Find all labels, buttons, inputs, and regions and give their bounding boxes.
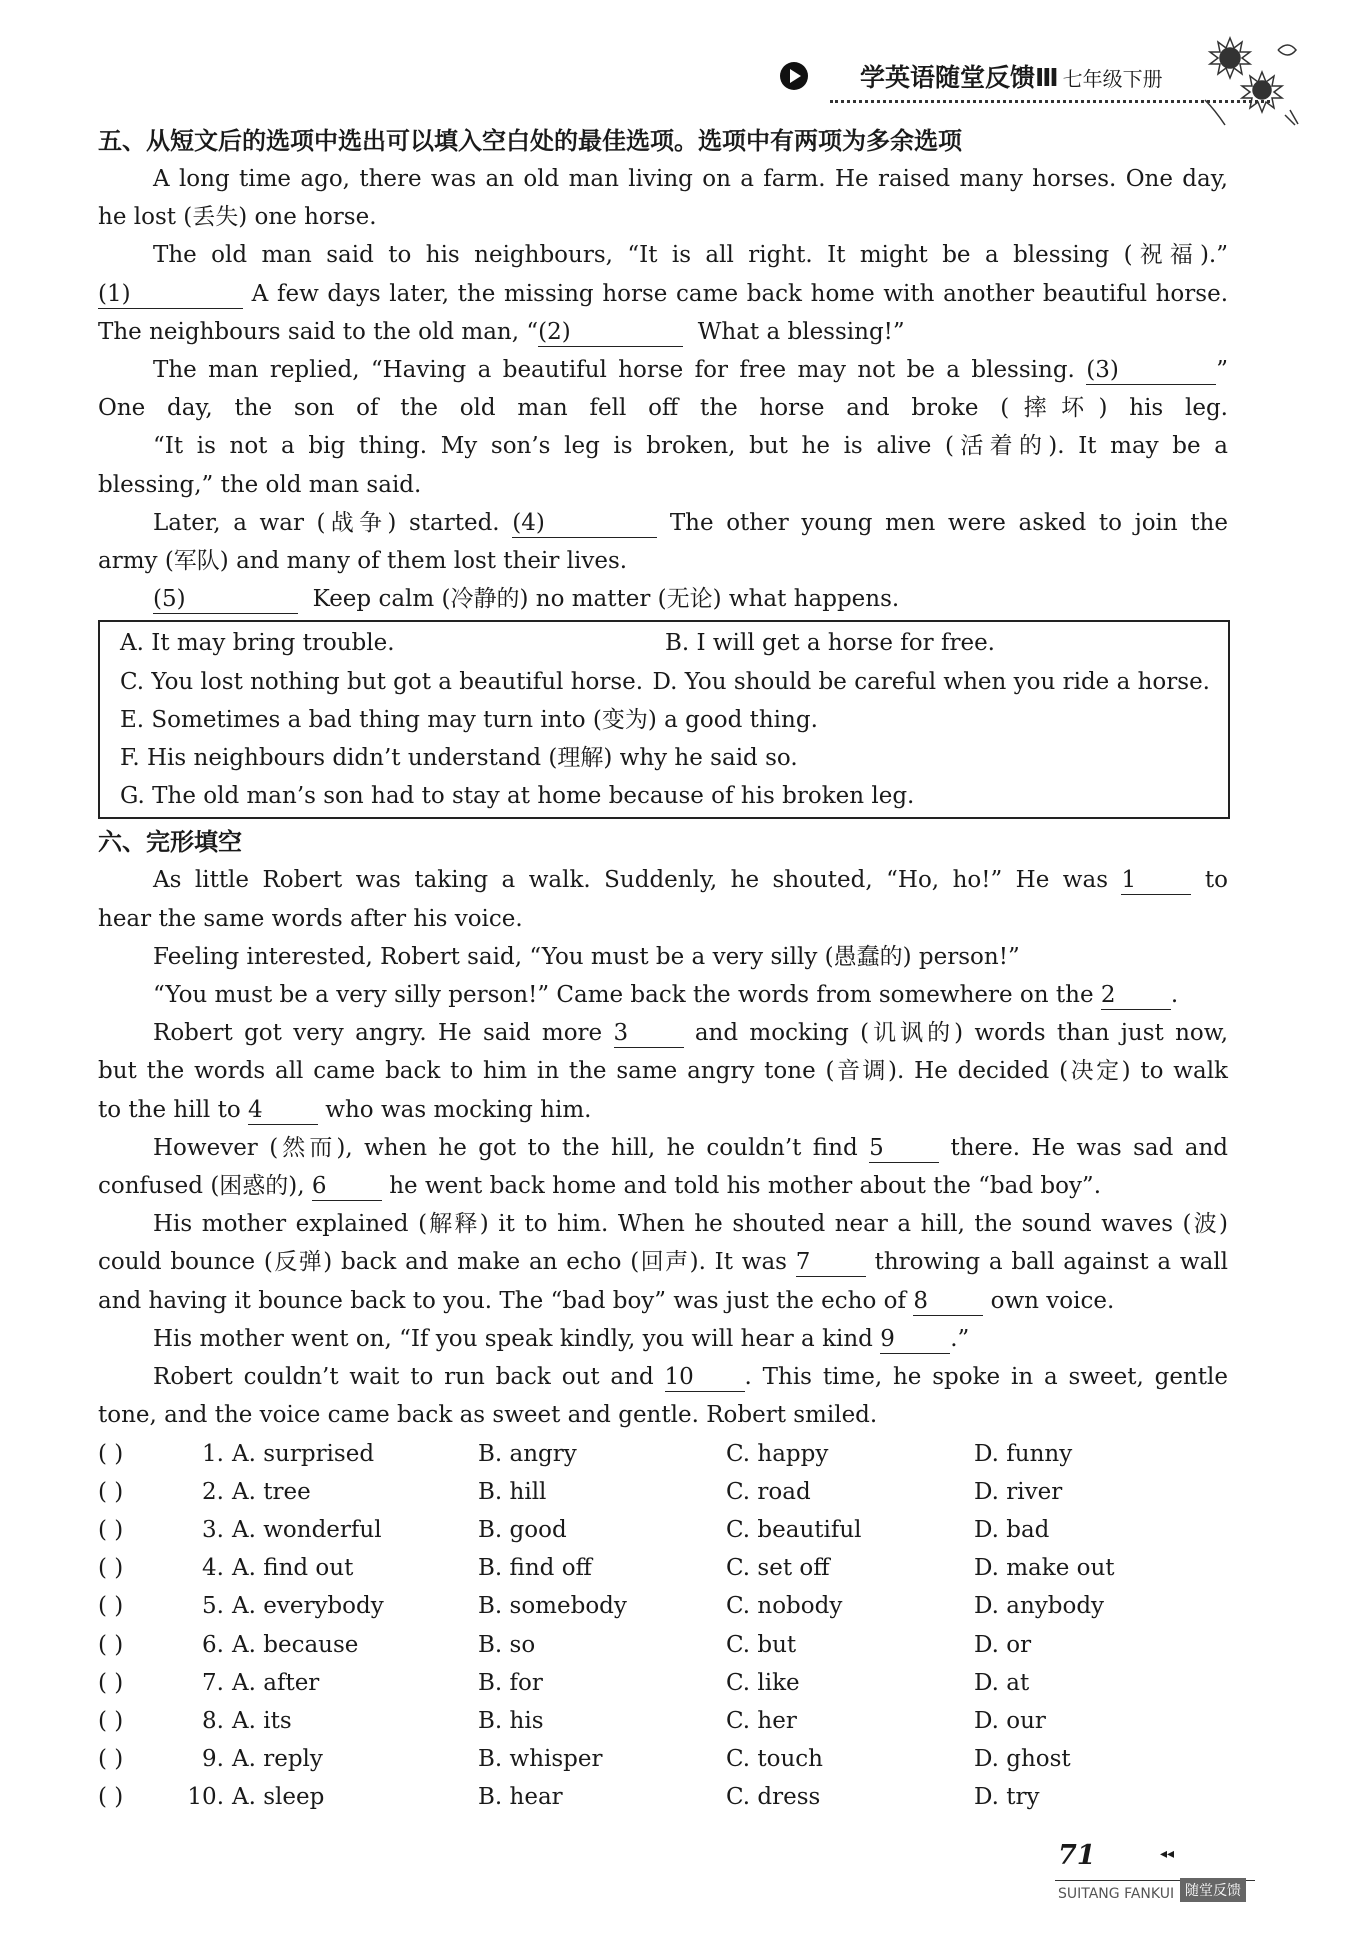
passage-line: “You must be a very silly person!” Came back the words from somewhere on the 2 .: [153, 982, 1179, 1009]
option-row: [120, 624, 1210, 662]
choice-b: B. so: [478, 1631, 536, 1658]
blank-3[interactable]: (3): [1086, 356, 1216, 385]
option-row: [120, 739, 1210, 777]
passage-line: As little Robert was taking a walk. Suddenly, he shouted, “Ho, ho!” He was 1 to: [153, 867, 1229, 894]
passage-line: The man replied, “Having a beautiful horse for free may not be a blessing. (3) ”: [153, 357, 1229, 384]
cloze-blank-4[interactable]: 4: [248, 1096, 318, 1125]
choice-c: C. road: [726, 1478, 811, 1505]
answer-paren[interactable]: ( ): [98, 1746, 124, 1773]
choice-c: C. nobody: [726, 1593, 843, 1620]
cloze-blank-7[interactable]: 7: [796, 1248, 866, 1277]
passage-line: could bounce (反弹) back and make an echo (回声). It was 7 throwing a ball against a wall: [98, 1249, 1229, 1276]
choice-b: B. hill: [478, 1478, 547, 1505]
question-number: 9.: [202, 1746, 224, 1773]
choice-b: B. for: [478, 1669, 543, 1696]
question-number: 6.: [202, 1631, 224, 1658]
option-e: E. Sometimes a bad thing may turn into (变为) a good thing.: [120, 706, 818, 733]
passage-line: he lost (丢失) one horse.: [98, 204, 377, 231]
book-title: 学英语随堂反馈Ⅲ 七年级下册: [860, 63, 1163, 92]
answer-paren[interactable]: ( ): [98, 1440, 124, 1467]
choice-c: C. but: [726, 1631, 797, 1658]
answer-paren[interactable]: ( ): [98, 1669, 124, 1696]
question-number: 1.: [202, 1440, 224, 1467]
question-row: [98, 1511, 1228, 1549]
choice-c: C. set off: [726, 1555, 830, 1582]
page-number: 71: [1058, 1840, 1096, 1871]
choice-b: B. good: [478, 1516, 567, 1543]
choice-d: D. funny: [974, 1440, 1073, 1467]
passage-line: tone, and the voice came back as sweet and gentle. Robert smiled.: [98, 1402, 878, 1429]
passage-line: Robert couldn’t wait to run back out and 10 . This time, he spoke in a sweet, gentle: [153, 1364, 1229, 1391]
flower-decoration-icon: [1190, 20, 1300, 130]
section-five-title: 五、从短文后的选项中选出可以填入空白处的最佳选项。选项中有两项为多余选项: [98, 127, 962, 155]
choice-c: C. her: [726, 1707, 797, 1734]
passage-line: A long time ago, there was an old man living on a farm. He raised many horses. One day,: [153, 166, 1228, 192]
blank-1[interactable]: (1): [98, 280, 243, 309]
answer-paren[interactable]: ( ): [98, 1631, 124, 1658]
question-row: [98, 1549, 1228, 1587]
choice-a: A. tree: [232, 1478, 311, 1505]
passage-line: Feeling interested, Robert said, “You must be a very silly (愚蠢的) person!”: [153, 943, 1020, 970]
choice-a: A. because: [232, 1631, 359, 1658]
passage-line: but the words all came back to him in the same angry tone (音调). He decided (决定) to walk: [98, 1058, 1228, 1085]
choice-b: B. angry: [478, 1440, 577, 1467]
section-six-title: 六、完形填空: [98, 828, 242, 857]
question-row: [98, 1740, 1228, 1778]
passage-line: blessing,” the old man said.: [98, 471, 422, 498]
question-number: 2.: [202, 1478, 224, 1505]
answer-paren[interactable]: ( ): [98, 1555, 124, 1582]
footer-brand: SUITANG FANKUI: [1058, 1886, 1175, 1902]
answer-paren[interactable]: ( ): [98, 1707, 124, 1734]
question-row: [98, 1626, 1228, 1664]
play-icon: [780, 62, 808, 90]
choice-d: D. anybody: [974, 1593, 1105, 1620]
passage-line: Robert got very angry. He said more 3 and mocking (讥讽的) words than just now,: [153, 1020, 1229, 1047]
passage-line: His mother went on, “If you speak kindly, you will hear a kind 9 .”: [153, 1325, 970, 1352]
passage-line: hear the same words after his voice.: [98, 905, 523, 932]
question-row: [98, 1664, 1228, 1702]
choice-a: A. wonderful: [232, 1516, 382, 1543]
option-d: D. You should be careful when you ride a horse.: [652, 668, 1210, 695]
back-arrows-icon: ◂◂: [1160, 1846, 1175, 1862]
passage-line: One day, the son of the old man fell off the horse and broke (摔坏) his leg.: [98, 395, 1228, 422]
question-row: [98, 1435, 1228, 1473]
passage-line: (5) Keep calm (冷静的) no matter (无论) what happens.: [153, 586, 900, 613]
question-row: [98, 1473, 1228, 1511]
cloze-blank-5[interactable]: 5: [869, 1134, 939, 1163]
choice-c: C. like: [726, 1669, 800, 1696]
choice-a: A. everybody: [232, 1593, 384, 1620]
question-number: 4.: [202, 1555, 224, 1582]
option-f: F. His neighbours didn’t understand (理解) why he said so.: [120, 745, 798, 772]
option-g: G. The old man’s son had to stay at home because of his broken leg.: [120, 783, 915, 810]
options-box: [98, 620, 1230, 819]
choice-d: D. make out: [974, 1555, 1115, 1582]
choice-d: D. bad: [974, 1516, 1050, 1543]
question-row: [98, 1702, 1228, 1740]
question-number: 5.: [202, 1593, 224, 1620]
choice-b: B. find off: [478, 1555, 592, 1582]
answer-paren[interactable]: ( ): [98, 1784, 124, 1811]
choice-c: C. beautiful: [726, 1516, 862, 1543]
choice-a: A. sleep: [232, 1784, 325, 1811]
choice-d: D. at: [974, 1669, 1030, 1696]
cloze-blank-1[interactable]: 1: [1121, 866, 1191, 895]
answer-paren[interactable]: ( ): [98, 1593, 124, 1620]
question-number: 7.: [202, 1669, 224, 1696]
question-row: [98, 1778, 1228, 1816]
passage-line: Later, a war (战争) started. (4) The other young men were asked to join the: [153, 509, 1228, 536]
book-subtitle: 七年级下册: [1062, 67, 1163, 91]
answer-paren[interactable]: ( ): [98, 1516, 124, 1543]
passage-line: The old man said to his neighbours, “It is all right. It might be a blessing (祝福).”: [153, 242, 1228, 269]
blank-5[interactable]: (5): [153, 585, 298, 614]
choice-c: C. dress: [726, 1784, 821, 1811]
passage-line: and having it bounce back to you. The “bad boy” was just the echo of 8 own voice.: [98, 1287, 1115, 1314]
cloze-blank-9[interactable]: 9: [880, 1325, 950, 1354]
option-row: [120, 663, 1210, 701]
choice-c: C. happy: [726, 1440, 829, 1467]
passage-line: His mother explained (解释) it to him. When he shouted near a hill, the sound waves (波): [153, 1211, 1228, 1238]
choice-d: D. river: [974, 1478, 1063, 1505]
question-number: 8.: [202, 1707, 224, 1734]
option-row: [120, 777, 1210, 815]
cloze-blank-6[interactable]: 6: [312, 1172, 382, 1201]
option-row: [120, 701, 1210, 739]
choice-a: A. after: [232, 1669, 320, 1696]
option-c: C. You lost nothing but got a beautiful horse.: [120, 668, 644, 695]
passage-line: The neighbours said to the old man, “(2) What a blessing!”: [98, 318, 905, 345]
choice-a: A. surprised: [232, 1440, 375, 1467]
passage-line: “It is not a big thing. My son’s leg is broken, but he is alive (活着的). It may be a: [153, 433, 1228, 460]
choice-b: B. somebody: [478, 1593, 627, 1620]
choice-d: D. our: [974, 1707, 1046, 1734]
choice-a: A. its: [232, 1707, 292, 1734]
choice-a: A. reply: [232, 1746, 323, 1773]
page-content: [98, 122, 1228, 1817]
choice-b: B. hear: [478, 1784, 563, 1811]
choice-d: D. ghost: [974, 1746, 1071, 1773]
question-row: [98, 1587, 1228, 1625]
cloze-blank-10[interactable]: 10: [665, 1363, 745, 1392]
choice-d: D. try: [974, 1784, 1040, 1811]
answer-paren[interactable]: ( ): [98, 1478, 124, 1505]
passage-line: to the hill to 4 who was mocking him.: [98, 1096, 592, 1123]
blank-4[interactable]: (4): [512, 509, 657, 538]
cloze-blank-8[interactable]: 8: [913, 1287, 983, 1316]
footer-badge: 随堂反馈: [1180, 1878, 1246, 1902]
blank-2[interactable]: (2): [538, 318, 683, 347]
choice-b: B. whisper: [478, 1746, 603, 1773]
choice-a: A. find out: [232, 1555, 354, 1582]
passage-line: However (然而), when he got to the hill, he couldn’t find 5 there. He was sad and: [153, 1134, 1229, 1161]
passage-line: army (军队) and many of them lost their lives.: [98, 548, 628, 575]
question-list: [98, 1435, 1228, 1817]
option-a: A. It may bring trouble.: [120, 630, 395, 657]
option-b: B. I will get a horse for free.: [665, 630, 995, 657]
question-number: 3.: [202, 1516, 224, 1543]
choice-d: D. or: [974, 1631, 1032, 1658]
choice-b: B. his: [478, 1707, 544, 1734]
choice-c: C. touch: [726, 1746, 823, 1773]
passage-line: (1) A few days later, the missing horse came back home with another beautiful horse.: [98, 280, 1228, 307]
cloze-blank-3[interactable]: 3: [614, 1019, 684, 1048]
passage-line: confused (困惑的), 6 he went back home and told his mother about the “bad boy”.: [98, 1173, 1102, 1200]
question-number: 10.: [187, 1784, 224, 1811]
cloze-blank-2[interactable]: 2: [1101, 981, 1171, 1010]
